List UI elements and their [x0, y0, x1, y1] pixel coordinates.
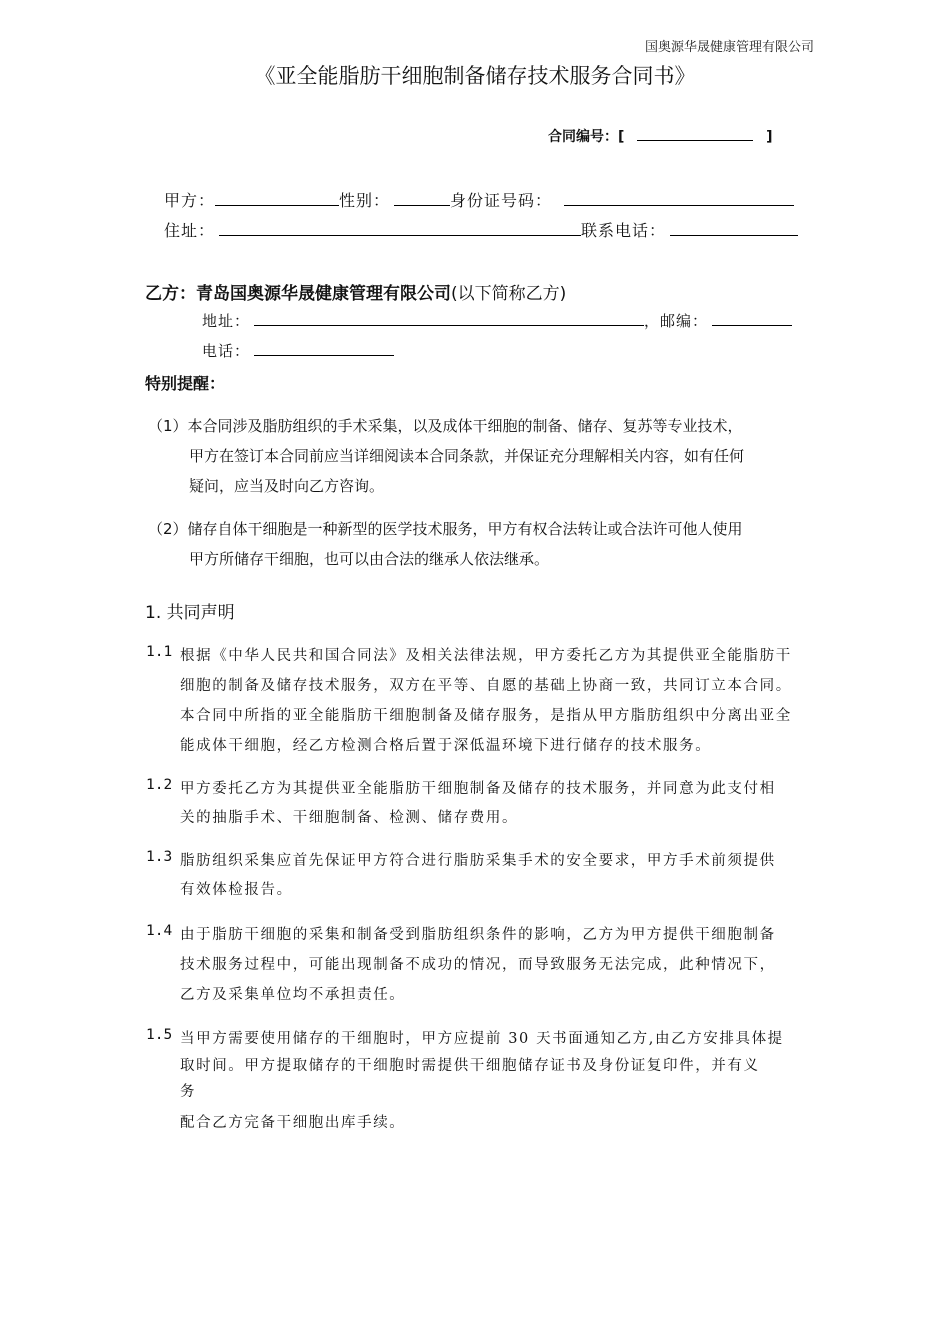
clause-number: 1.4	[146, 923, 173, 939]
phone-blank	[670, 221, 798, 236]
clause-line: 细胞的制备及储存技术服务，双方在平等、自愿的基础上协商一致，共同订立本合同。	[180, 678, 792, 694]
contract-number	[548, 126, 773, 146]
clause-line: 技术服务过程中，可能出现制备不成功的情况，而导致服务无法完成，此种情况下，	[180, 957, 776, 973]
reminder-heading: 特别提醒：	[145, 374, 226, 393]
clause-line: 根据《中华人民共和国合同法》及相关法律法规，甲方委托乙方为其提供亚全能脂肪干	[180, 648, 792, 664]
postcode-label: ，邮编：	[644, 312, 709, 330]
clause-line: 当甲方需要使用储存的干细胞时，甲方应提前 30 天书面通知乙方,由乙方安排具体提	[180, 1031, 784, 1047]
postcode-blank	[712, 311, 792, 326]
id-number-label: 身份证号码：	[450, 191, 553, 210]
party-b-line	[145, 279, 566, 304]
party-a-name-blank	[215, 191, 339, 206]
clause-line: 乙方及采集单位均不承担责任。	[180, 987, 406, 1003]
clause-number: 1.5	[146, 1027, 173, 1043]
party-a-label: 甲方：	[164, 191, 216, 210]
clause-line: 能成体干细胞，经乙方检测合格后置于深低温环境下进行储存的技术服务。	[180, 738, 712, 754]
gender-label: 性别：	[339, 191, 391, 210]
reminder-item-2-line-1: （2）储存自体干细胞是一种新型的医学技术服务，甲方有权合法转让或合法许可他人使用	[148, 520, 743, 538]
party-b-phone-label: 电话：	[202, 342, 251, 360]
reminder-item-1-line-1: （1）本合同涉及脂肪组织的手术采集，以及成体干细胞的制备、储存、复苏等专业技术，	[148, 417, 743, 435]
clause-line: 有效体检报告。	[180, 882, 293, 898]
clause-line: 本合同中所指的亚全能脂肪干细胞制备及储存服务，是指从甲方脂肪组织中分离出亚全	[180, 708, 792, 724]
section-1-heading: 1. 共同声明	[145, 603, 235, 623]
clause-line: 取时间。甲方提取储存的干细胞时需提供干细胞储存证书及身份证复印件，并有义	[180, 1058, 760, 1074]
reminder-item-1-line-3: 疑问，应当及时向乙方咨询。	[189, 477, 385, 495]
clause-line: 关的抽脂手术、干细胞制备、检测、储存费用。	[180, 810, 519, 826]
party-b-phone-blank	[254, 341, 394, 356]
clause-number: 1.1	[146, 644, 173, 660]
party-b-address-row	[202, 310, 792, 331]
id-number-blank	[564, 191, 794, 206]
party-a-row-2	[164, 218, 798, 241]
clause-number: 1.2	[146, 777, 173, 793]
party-b-address-label: 地址：	[202, 312, 251, 330]
contract-number-blank	[637, 126, 753, 141]
address-blank	[219, 221, 581, 236]
clause-line: 甲方委托乙方为其提供亚全能脂肪干细胞制备及储存的技术服务，并同意为此支付相	[180, 781, 776, 797]
document-title: 《亚全能脂肪干细胞制备储存技术服务合同书》	[254, 64, 696, 88]
gender-blank	[394, 191, 450, 206]
contract-number-label: 合同编号：[	[548, 129, 625, 145]
clause-line: 由于脂肪干细胞的采集和制备受到脂肪组织条件的影响，乙方为甲方提供干细胞制备	[180, 927, 776, 943]
party-a-row-1	[164, 188, 794, 211]
contract-number-close: ]	[766, 129, 773, 145]
phone-label: 联系电话：	[581, 221, 667, 240]
clause-line: 脂肪组织采集应首先保证甲方符合进行脂肪采集手术的安全要求，甲方手术前须提供	[180, 853, 776, 869]
clause-line: 配合乙方完备干细胞出库手续。	[180, 1115, 406, 1131]
party-b-suffix: (以下简称乙方)	[451, 284, 567, 304]
header-company: 国奥源华晟健康管理有限公司	[644, 40, 814, 55]
reminder-item-1-line-2: 甲方在签订本合同前应当详细阅读本合同条款，并保证充分理解相关内容，如有任何	[189, 447, 745, 465]
clause-number: 1.3	[146, 849, 173, 865]
party-b-address-blank	[254, 311, 644, 326]
party-b-name: 乙方：青岛国奥源华晟健康管理有限公司	[145, 284, 451, 304]
party-b-phone-row	[202, 340, 394, 361]
address-label: 住址：	[164, 221, 216, 240]
clause-line: 务	[180, 1084, 197, 1100]
reminder-item-2-line-2: 甲方所储存干细胞，也可以由合法的继承人依法继承。	[189, 550, 550, 568]
